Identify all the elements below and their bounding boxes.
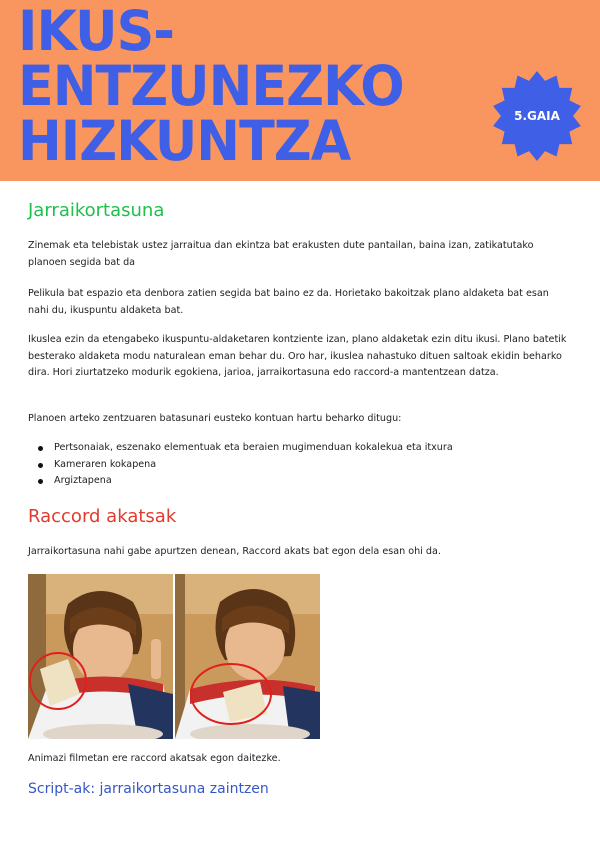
- image-caption: Animazi filmetan ere raccord akatsak egon daitezke.: [28, 753, 281, 764]
- list-item: Argiztapena: [38, 473, 558, 490]
- section-heading-script: Script-ak: jarraikortasuna zaintzen: [28, 781, 269, 797]
- paragraph: Pelikula bat espazio eta denbora zatien segida bat baino ez da. Horietako bakoitzak plano aldaketa bat esan nahi du, ikuspuntu aldaketa bat.: [28, 288, 549, 316]
- photo-frame-right: [175, 574, 320, 739]
- badge-label: 5.GAIA: [514, 109, 560, 123]
- chapter-badge: [491, 70, 583, 162]
- paragraph: Ikuslea ezin da etengabeko ikuspuntu-aldaketaren kontziente izan, plano aldaketak ezin ditu ikusi. Plano batetik besterako aldaketa modu naturalean eman behar du. Oro har, ikuslea nahastuko dituen saltoak ekidin beharko dira. Hori ziurtatzeko modurik egokiena, jarioa, jarraikortasuna edo raccord-a mantentzean datza.: [28, 334, 567, 378]
- title-line-2: ENTZUNEZKO: [18, 54, 404, 118]
- raccord-photo-pair: [28, 574, 321, 739]
- photo-frame-left: [28, 574, 173, 739]
- list-item: Pertsonaiak, eszenako elementuak eta beraien mugimenduan kokalekua eta itxura: [38, 440, 558, 457]
- bullet-list: [38, 440, 558, 490]
- title-line-1: IKUS-: [18, 0, 175, 63]
- title-line-3: HIZKUNTZA: [18, 109, 351, 173]
- section-heading-raccord: Raccord akatsak: [28, 506, 177, 527]
- header-banner: [0, 0, 600, 181]
- page-title: [18, 0, 404, 173]
- paragraph: Jarraikortasuna nahi gabe apurtzen denean, Raccord akats bat egon dela esan ohi da.: [28, 546, 441, 557]
- list-item: Kameraren kokapena: [38, 457, 558, 474]
- paragraph: Zinemak eta telebistak ustez jarraitua dan ekintza bat erakusten dute pantailan, baina izan, zatikatutako planoen segida bat da: [28, 240, 534, 268]
- section-heading-jarraikortasuna: Jarraikortasuna: [28, 200, 165, 221]
- paragraph: Planoen arteko zentzuaren batasunari eusteko kontuan hartu beharko ditugu:: [28, 413, 402, 424]
